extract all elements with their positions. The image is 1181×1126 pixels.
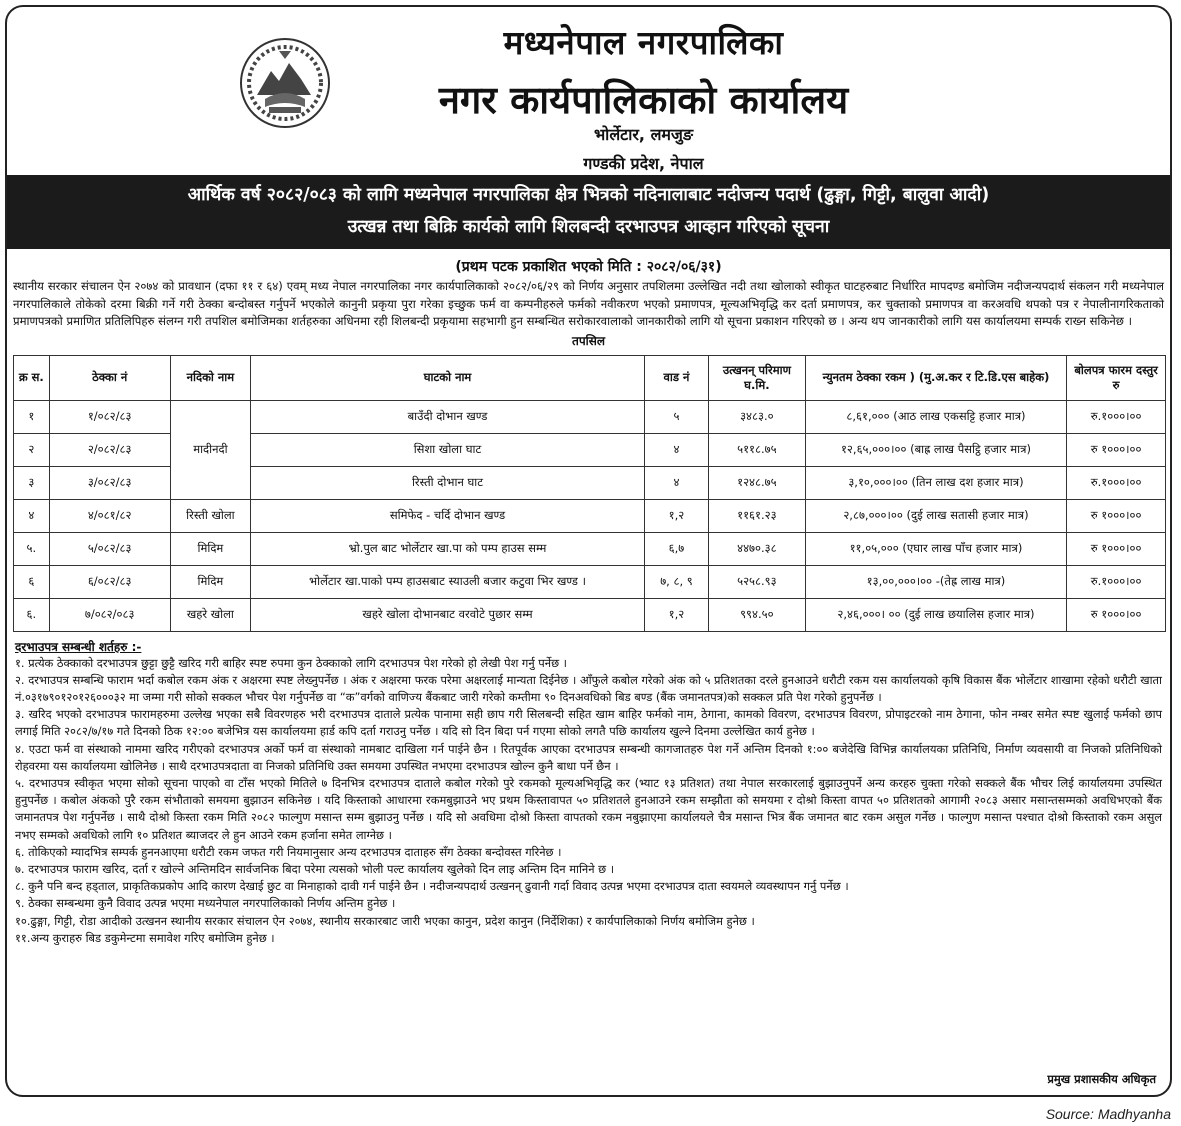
cell-quantity: १२४८.७५ — [709, 466, 806, 499]
cell-river: मिदिम — [170, 565, 250, 598]
condition-item: २. दरभाउपत्र सम्बन्धि फाराम भर्दा कबोल रकम अंक र अक्षरमा स्पष्ट लेख्नुपर्नेछ । अंक र अक्षरमा फरक परेमा अक्षरलाई मान्यता दिईनेछ । आँफुले कबोल गरेको अंक को ५ प्रतिशतका दरले हुनआउने धरौटी रकम यस कार्यालयको कृषि विकास बैंक भोर्लेटार शाखामा रहेको धरौटी खाता नं.०३१७९०१२०१२६०००३२ मा जम्मा गरी सोको सक्कल भौचर पेश गर्नुपर्नेछ वा “क”वर्गको वाणिज्य बैंकबाट जारी गरेको कम्तीमा ९० दिनअवधिको बिड बण्ड (बैंक जमानतपत्र)को सक्कल प्रति पेश गरेको हुनुपर्नेछ । — [15, 672, 1162, 704]
schedule-label: तपसिल — [571, 333, 605, 348]
cell-ward: १,२ — [644, 499, 708, 532]
conditions-title: दरभाउपत्र सम्बन्धी शर्तहरु :- — [15, 639, 142, 654]
table-row — [14, 532, 1166, 565]
cell-quantity: ४४७०.३८ — [709, 532, 806, 565]
contracts-table — [13, 355, 1166, 632]
col-quantity: उत्खनन् परिमाण घ.मि. — [709, 355, 806, 400]
address-line-2: गण्डकी प्रदेश, नेपाल — [583, 154, 704, 173]
col-amount: न्युनतम ठेक्का रकम ) (मु.अ.कर र टि.डि.एस बाहेक) — [805, 355, 1067, 400]
cell-amount: ८,६१,००० (आठ लाख एकसट्टि हजार मात्र) — [805, 400, 1067, 433]
cell-amount: २,४६,०००। ०० (दुई लाख छयालिस हजार मात्र) — [805, 598, 1067, 631]
conditions-list — [7, 655, 1170, 947]
condition-item: ४. एउटा फर्म वा संस्थाको नाममा खरिद गरीएको दरभाउपत्र अर्को फर्म वा संस्थाको नामबाट दाखिला गर्न पाईने छैन । रितपूर्वक आएका दरभाउपत्र सम्बन्धी कागजातहरु पेश गर्ने अन्तिम दिनको १:०० बजेदेखि विभिन्न कार्यालयका प्रतिनिधि, निर्माण व्यवसायी वा निजको प्रतिनिधिको रोहवरमा यस कार्यालयमा खोलिनेछ । साथै दरभाउपत्रदाता वा निजको प्रतिनिधि उक्त समयमा उपस्थित नभएमा दरभाउपत्र खोल्न कुनै बाधा पर्ने छैन । — [15, 741, 1162, 773]
cell-ghat: सिशा खोला घाट — [251, 433, 645, 466]
cell-quantity: ३४८३.० — [709, 400, 806, 433]
cell-sn: २ — [14, 433, 50, 466]
condition-item: ६. तोकिएको म्यादभित्र सम्पर्क हुननआएमा धरौटी रकम जफत गरी नियमानुसार अन्य दरभाउपत्र दाताहरु सँग ठेक्का बन्दोवस्त गरिनेछ । — [15, 844, 562, 859]
cell-contract: १/०८२/८३ — [49, 400, 170, 433]
cell-fee: रु १०००।०० — [1067, 598, 1166, 631]
cell-sn: १ — [14, 400, 50, 433]
office-name: नगर कार्यपालिकाको कार्यालय — [438, 78, 849, 122]
banner-line-1: आर्थिक वर्ष २०८२/०८३ को लागि मध्यनेपाल नगरपालिका क्षेत्र भित्रको नदिनालाबाट नदीजन्य पदार्थ (ढुङ्गा, गिट्टी, बालुवा आदी) — [187, 185, 990, 205]
table-row — [14, 565, 1166, 598]
cell-ward: ५ — [644, 400, 708, 433]
cell-amount: ३,१०,०००।०० (तिन लाख दश हजार मात्र) — [805, 466, 1067, 499]
cell-sn: ६. — [14, 598, 50, 631]
cell-ghat: समिफेद - चर्दि दोभान खण्ड — [251, 499, 645, 532]
cell-ghat: रिस्ती दोभान घाट — [251, 466, 645, 499]
col-ghat: घाटको नाम — [251, 355, 645, 400]
cell-ghat: बाउँदी दोभान खण्ड — [251, 400, 645, 433]
cell-ghat: खहरे खोला दोभानबाट वरवोटे पुछार सम्म — [251, 598, 645, 631]
cell-fee: रु.१०००।०० — [1067, 466, 1166, 499]
cell-quantity: ११६१.२३ — [709, 499, 806, 532]
banner-line-2: उत्खन्न तथा बिक्रि कार्यको लागि शिलबन्दी दरभाउपत्र आव्हान गरिएको सूचना — [347, 217, 830, 237]
condition-item: ३. खरिद भएको दरभाउपत्र फारामहरुमा उल्लेख भएका सबै विवरणहरु भरी दरभाउपत्र दाताले प्रत्येक पानामा सही छाप गरी सिलबन्दी सहित खाम बाहिर फर्मको नाम, ठेगाना, कामको विवरण, दरभाउपत्र विवरण, प्रोपाइटरको नाम ठेगाना, फोन नम्बर समेत स्पष्ट खुलाई फर्मको छाप लगाई मिति २०८२/७/१७ गते दिनको ठिक १२:०० बजेभित्र यस कार्यालयमा हार्ड कपि दर्ता गराउनु पर्नेछ । यदि सो दिन बिदा पर्न गएमा सोको लगतै पछि कार्यालय खुल्ने दिनमा उल्लेखित कार्य हुनेछ । — [15, 707, 1162, 739]
condition-item: ९. ठेक्का सम्बन्धमा कुनै विवाद उत्पन्न भएमा मध्यनेपाल नगरपालिकाको निर्णय अन्तिम हुनेछ । — [15, 896, 396, 911]
condition-item: ५. दरभाउपत्र स्वीकृत भएमा सोको सूचना पाएको वा टाँस भएको मितिले ७ दिनभित्र दरभाउपत्र दाताले कबोल गरेको पुरे रकमको मूल्यअभिवृद्धि कर (भ्याट १३ प्रतिशत) तथा नेपाल सरकारलाई बुझाउनुपर्ने अन्य करहरु चुक्ता गरेको सक्कले बैंक भौचर लिई कार्यालयमा उपस्थित हुनुपर्नेछ । कबोल अंकको पुरै रकम संभौताको समयमा बुझाउन सकिनेछ । यदि किस्ताको आधारमा रकमबुझाउने भए प्रथम किस्तावापत ५० प्रतिशतले हुनआउने रकम सम्झौता को समयमा र दोश्रो किस्ता वापत ५० प्रतिशतको आगामी २०८३ असार मसान्तसम्मको अवधिभएको बैंक जमानतपत्र पेश गर्नुपर्नेछ । साथै दोश्रो किस्ता रकम मिति २०८२ फाल्गुण मसान्त सम्म बुझाउनु पर्नेछ । यदि सो अवधिमा दोश्रो किस्ता वापतको रकम नबुझाएमा कार्यालयले चैत्र मसान्त भित्र बैंक जमानत बाट रकम असुल गर्नेछ । फाल्गुण मसान्त पश्चात दोश्रो किस्ताको रकम असुल नभए सम्मको अवधिको लागि १० प्रतिशत ब्याजदर ले हुन आउने रकम हर्जाना समेत लाग्नेछ । — [15, 775, 1162, 842]
cell-contract: ५/०८२/८३ — [49, 532, 170, 565]
cell-ghat: भ्रो.पुल बाट भोर्लेटार खा.पा को पम्प हाउस सम्म — [251, 532, 645, 565]
cell-amount: १२,६५,०००।०० (बाह्र लाख पैसट्ठि हजार मात्र) — [805, 433, 1067, 466]
cell-contract: ४/०८१/८२ — [49, 499, 170, 532]
notice-banner — [7, 175, 1170, 249]
cell-amount: ११,०५,००० (एघार लाख पाँच हजार मात्र) — [805, 532, 1067, 565]
table-header-row — [14, 355, 1166, 400]
table-row — [14, 499, 1166, 532]
cell-amount: २,८७,०००।०० (दुई लाख सतासी हजार मात्र) — [805, 499, 1067, 532]
cell-fee: रु १०००।०० — [1067, 532, 1166, 565]
cell-sn: ३ — [14, 466, 50, 499]
cell-ward: ७, ८, ९ — [644, 565, 708, 598]
condition-item: १०.ढुङ्गा, गिट्टी, रोडा आदीको उत्खनन स्थानीय सरकार संचालन ऐन २०७४, स्थानीय सरकारबाट जारी भएका कानुन, प्रदेश कानुन (निर्देशिका) र कार्यपालिकाको निर्णय बमोजिम हुनेछ । — [15, 913, 755, 928]
cell-sn: ४ — [14, 499, 50, 532]
cell-fee: रु.१०००।०० — [1067, 400, 1166, 433]
cell-ghat: भोर्लेटार खा.पाको पम्प हाउसबाट स्याउली बजार कटुवा भिर खण्ड । — [251, 565, 645, 598]
cell-ward: ४ — [644, 433, 708, 466]
col-contract: ठेक्का नं — [49, 355, 170, 400]
condition-item: ७. दरभाउपत्र फाराम खरिद, दर्ता र खोल्ने अन्तिमदिन सार्वजनिक बिदा परेमा त्यसको भोली पल्ट कार्यालय खुलेको दिन लाइ अन्तिम दिन मानिने छ । — [15, 861, 615, 876]
cell-quantity: ५२५८.९३ — [709, 565, 806, 598]
cell-sn: ६ — [14, 565, 50, 598]
cell-ward: ४ — [644, 466, 708, 499]
col-fee: बोलपत्र फारम दस्तुर रु — [1067, 355, 1166, 400]
cell-contract: ६/०८२/८३ — [49, 565, 170, 598]
notice-frame — [5, 5, 1172, 1097]
condition-item: १. प्रत्येक ठेक्काको दरभाउपत्र छुट्टा छुट्टै खरिद गरी बाहिर स्पष्ट रुपमा कुन ठेक्काको लागि दरभाउपत्र पेश गरेको हो लेखी पेश गर्नु पर्नेछ । — [15, 655, 568, 670]
cell-ward: ६,७ — [644, 532, 708, 565]
cell-fee: रु १०००।०० — [1067, 433, 1166, 466]
cell-fee: रु.१०००।०० — [1067, 565, 1166, 598]
cell-river: मिदिम — [170, 532, 250, 565]
cell-sn: ५. — [14, 532, 50, 565]
col-river: नदिको नाम — [170, 355, 250, 400]
condition-item: ११.अन्य कुराहरु बिड डकुमेन्टमा समावेश गरिए बमोजिम हुनेछ । — [15, 930, 275, 945]
cell-contract: ३/०८२/८३ — [49, 466, 170, 499]
cell-amount: १३,००,०००।०० -(तेह्र लाख मात्र) — [805, 565, 1067, 598]
publication-date: (प्रथम पटक प्रकाशित भएको मिति : २०८२/०६/३१) — [455, 259, 722, 275]
col-ward: वाड नं — [644, 355, 708, 400]
cell-river: खहरे खोला — [170, 598, 250, 631]
cell-river: रिस्ती खोला — [170, 499, 250, 532]
signature-title: प्रमुख प्रशासकीय अधिकृत — [1047, 1072, 1156, 1086]
cell-quantity: ५११८.७५ — [709, 433, 806, 466]
cell-contract: २/०८२/८३ — [49, 433, 170, 466]
intro-paragraph: स्थानीय सरकार संचालन ऐन २०७४ को प्रावधान (दफा ११ र ६४) एवम् मध्य नेपाल नगरपालिका नगर कार्यपालिकाको २०८२/०६/२९ को निर्णय अनुसार तपशिलमा उल्लेखित नदी तथा खोलाको स्वीकृत घाटहरुबाट निर्धारित मापदण्ड बमोजिम नदीजन्यपदार्थ संकलन गरी मध्यनेपाल नगरपालिकाले तोकेको दरमा बिक्री गर्ने गरी ठेक्का बन्दोबस्त गर्नुपर्ने भएकोले कानुनी प्रकृया पुरा गरेका इच्छुक फर्म वा कम्पनीहरुले फर्मको नवीकरण भएको प्रमाणपत्र, मूल्यअभिवृद्धि कर दर्ता प्रमाणपत्र, कर चुक्ताको प्रमाणपत्र वा करअवधि थपको पत्र र नेपालीनागरिकताको प्रमाणपत्रको प्रमाणित प्रतिलिपिहरु संलग्न गरी तपशिल बमोजिमका शर्तहरुका अधिनमा रही शिलबन्दी प्रकृयामा सहभागी हुन सम्बन्धित सरोकारवालाको जानकारीको लागि यो सूचना प्रकाशन गरिएको छ । अन्य थप जानकारीको लागि यस कार्यालयमा सम्पर्क राख्न सकिनेछ । — [13, 279, 1164, 328]
cell-fee: रु १०००।०० — [1067, 499, 1166, 532]
notice-header — [7, 7, 1170, 175]
cell-contract: ७/०८२/०८३ — [49, 598, 170, 631]
cell-quantity: ९९४.५० — [709, 598, 806, 631]
cell-river: मादीनदी — [170, 400, 250, 499]
table-row — [14, 598, 1166, 631]
cell-ward: १,२ — [644, 598, 708, 631]
source-credit: Source: Madhyanha — [1045, 1106, 1171, 1122]
address-line-1: भोर्लेटार, लमजुङ — [593, 125, 694, 144]
condition-item: ८. कुनै पनि बन्द हड्ताल, प्राकृतिकप्रकोप आदि कारण देखाई छुट वा मिनाहाको दावी गर्न पाईने छैन । नदीजन्यपदार्थ उत्खनन् ढुवानी गर्दा विवाद उत्पन्न भएमा दरभाउपत्र दाता स्वयमले व्यवस्थापन गर्नु पर्नेछ । — [15, 879, 849, 894]
municipality-name: मध्यनेपाल नगरपालिका — [503, 23, 784, 62]
col-sn: क्र स. — [14, 355, 50, 400]
table-row — [14, 400, 1166, 433]
